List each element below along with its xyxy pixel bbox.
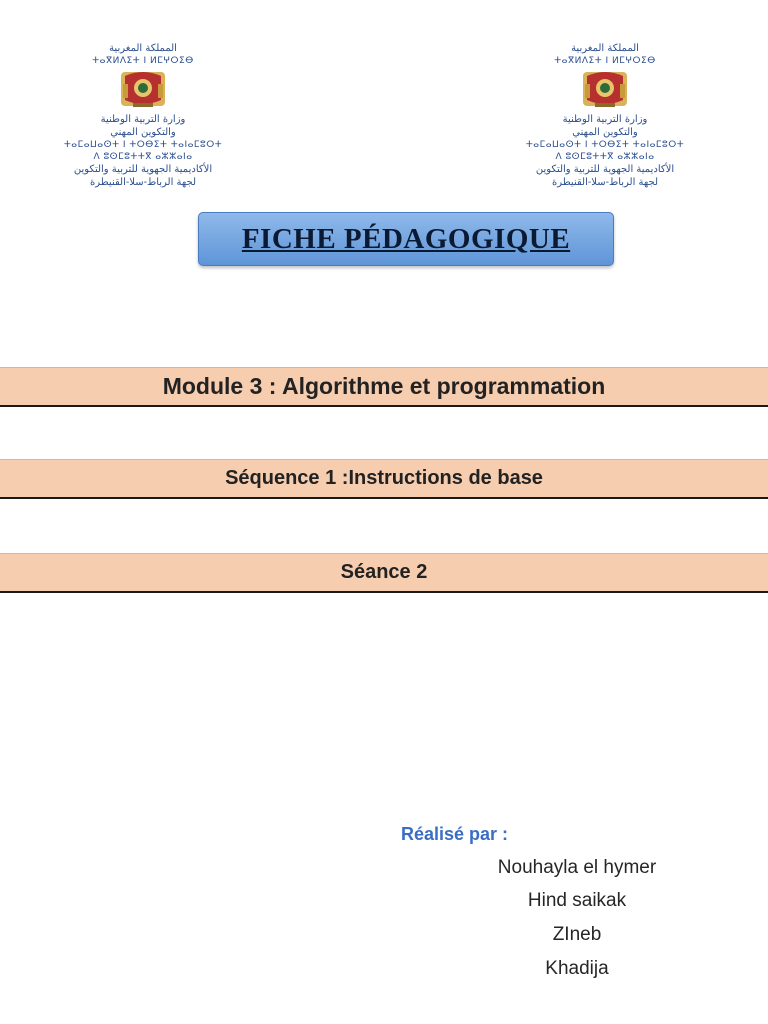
module-band (0, 367, 768, 407)
sequence-title: Séquence 1 :Instructions de base (225, 467, 543, 489)
ministry-arabic-1: وزارة التربية الوطنية (562, 114, 648, 125)
ministry-tifinagh-1: ⵜⴰⵎⴰⵡⴰⵙⵜ ⵏ ⵜⵔⴱⵉⵜ ⵜⴰⵏⴰⵎⵓⵔⵜ (63, 140, 223, 150)
author-name: ZIneb (552, 924, 602, 945)
coat-of-arms-icon (581, 70, 629, 110)
ministry-tifinagh-1: ⵜⴰⵎⴰⵡⴰⵙⵜ ⵏ ⵜⵔⴱⵉⵜ ⵜⴰⵏⴰⵎⵓⵔⵜ (525, 140, 685, 150)
logo-left (48, 42, 238, 189)
region-arabic: لجهة الرباط-سلا-القنيطرة (89, 177, 197, 188)
author-name: Khadija (545, 958, 609, 979)
seance-title: Séance 2 (340, 561, 428, 583)
coat-of-arms-icon (119, 70, 167, 110)
academy-arabic: الأكاديمية الجهوية للتربية والتكوين (73, 164, 213, 175)
ministry-arabic-2: والتكوين المهني (110, 127, 176, 138)
sequence-band (0, 459, 768, 499)
kingdom-tifinagh: ⵜⴰⴳⵍⴷⵉⵜ ⵏ ⵍⵎⵖⵔⵉⴱ (92, 56, 194, 66)
author-name: Nouhayla el hymer (497, 857, 657, 878)
page-title: FICHE PÉDAGOGIQUE (241, 222, 571, 255)
academy-arabic: الأكاديمية الجهوية للتربية والتكوين (535, 164, 675, 175)
kingdom-arabic: المملكة المغربية (109, 43, 177, 54)
ministry-arabic-2: والتكوين المهني (572, 127, 638, 138)
ministry-arabic-1: وزارة التربية الوطنية (100, 114, 186, 125)
seance-band (0, 553, 768, 593)
author-name: Hind saikak (527, 890, 627, 911)
credits-label: Réalisé par : (401, 824, 509, 844)
kingdom-arabic: المملكة المغربية (571, 43, 639, 54)
kingdom-tifinagh: ⵜⴰⴳⵍⴷⵉⵜ ⵏ ⵍⵎⵖⵔⵉⴱ (554, 56, 656, 66)
ministry-tifinagh-2: ⴷ ⵓⵙⵎⵓⵜⵜⴳ ⴰⵣⵣⴰⵏⴰ (93, 152, 193, 162)
module-title: Module 3 : Algorithme et programmation (162, 373, 606, 399)
region-arabic: لجهة الرباط-سلا-القنيطرة (551, 177, 659, 188)
title-banner (198, 212, 614, 266)
ministry-tifinagh-2: ⴷ ⵓⵙⵎⵓⵜⵜⴳ ⴰⵣⵣⴰⵏⴰ (555, 152, 655, 162)
logo-right (510, 42, 700, 189)
